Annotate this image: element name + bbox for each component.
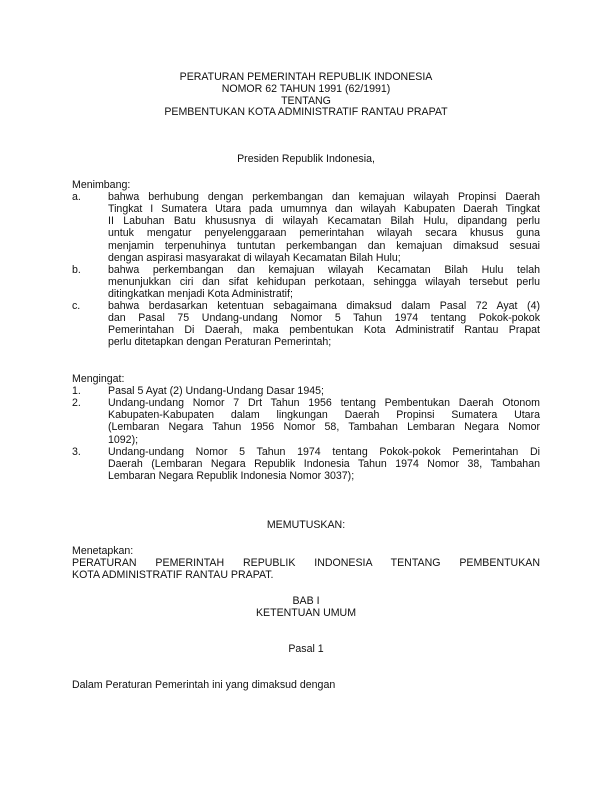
title-line: PEMBENTUKAN KOTA ADMINISTRATIF RANTAU PRAPAT [164,106,448,119]
memutuskan-heading: MEMUTUSKAN: [266,519,346,531]
item-text-line: Daerah (Lembaran Negara Republik Indonesia Tahun 1974 Nomor 38, Tambahan [108,457,540,470]
item-label: c. [72,300,81,312]
item-label: a. [72,191,81,204]
title-line: PERATURAN PEMERINTAH REPUBLIK INDONESIA [179,71,433,83]
item-text-line: Pasal 5 Ayat (2) Undang-Undang Dasar 1945; [108,385,324,398]
item-label: 2. [72,397,81,410]
item-text-line: bahwa berdasarkan ketentuan sebagaimana dimaksud dalam Pasal 72 Ayat (4) [108,300,540,312]
item-label: 1. [72,385,81,398]
item-text-line: Pemerintahan Di Daerah, maka pembentukan Kota Administratif Rantau Prapat [108,324,540,337]
menetapkan-line: PERATURAN PEMERINTAH REPUBLIK INDONESIA TENTANG PEMBENTUKAN [72,557,540,569]
item-text-line: ditingkatkan menjadi Kota Administratif; [108,287,293,300]
president-line: Presiden Republik Indonesia, [237,153,375,165]
chapter-number: BAB I [292,595,320,607]
item-text-line: perlu ditetapkan dengan Peraturan Pemerintah; [108,336,332,349]
item-text-line: bahwa perkembangan dan kemajuan wilayah Kecamatan Bilah Hulu telah [108,263,540,276]
item-label: 3. [72,445,81,458]
title-line: NOMOR 62 TAHUN 1991 (62/1991) [221,82,391,95]
article-heading: Pasal 1 [288,643,324,655]
item-text-line: II Labuhan Batu khususnya di wilayah Kecamatan Bilah Hulu, dipandang perlu [108,215,540,228]
item-label: b. [72,263,81,276]
item-text-line: dengan aspirasi masyarakat di wilayah Kecamatan Bilah Hulu; [108,251,401,264]
section-heading: Menimbang: [72,179,131,191]
item-text-line: (Lembaran Negara Tahun 1956 Nomor 58, Tambahan Lembaran Negara Nomor [108,421,540,434]
item-text-line: Tingkat I Sumatera Utara pada umumnya dan wilayah Kabupaten Daerah Tingkat [108,203,540,216]
item-text-line: Undang-undang Nomor 7 Drt Tahun 1956 tentang Pembentukan Daerah Otonom [108,397,540,410]
item-text-line: Undang-undang Nomor 5 Tahun 1974 tentang Pokok-pokok Pemerintahan Di [108,445,540,458]
item-text-line: menunjukkan ciri dan sifat kehidupan perkotaan, sehingga wilayah tersebut perlu [108,275,540,288]
item-text-line: untuk mengatur penyelenggaraan pemerintahan wilayah secara khusus guna [108,227,540,240]
body-text: Dalam Peraturan Pemerintah ini yang dimaksud dengan [72,679,336,691]
item-text-line: bahwa berhubung dengan perkembangan dan kemajuan wilayah Propinsi Daerah [108,191,540,204]
item-text-line: Kabupaten-Kabupaten dalam lingkungan Daerah Propinsi Sumatera Utara [108,409,540,422]
menetapkan-heading: Menetapkan: [72,545,134,557]
menetapkan-line: KOTA ADMINISTRATIF RANTAU PRAPAT. [72,569,274,581]
title-line: TENTANG [281,94,331,107]
chapter-title: KETENTUAN UMUM [255,607,357,619]
item-text-line: dan Pasal 75 Undang-undang Nomor 5 Tahun 1974 tentang Pokok-pokok [108,312,540,325]
item-text-line: 1092); [108,433,139,446]
item-text-line: Lembaran Negara Republik Indonesia Nomor 3037); [108,469,355,482]
section-heading: Mengingat: [72,373,125,385]
item-text-line: menjamin terpenuhinya tuntutan perkembangan dan kemajuan dimaksud sesuai [108,239,540,252]
